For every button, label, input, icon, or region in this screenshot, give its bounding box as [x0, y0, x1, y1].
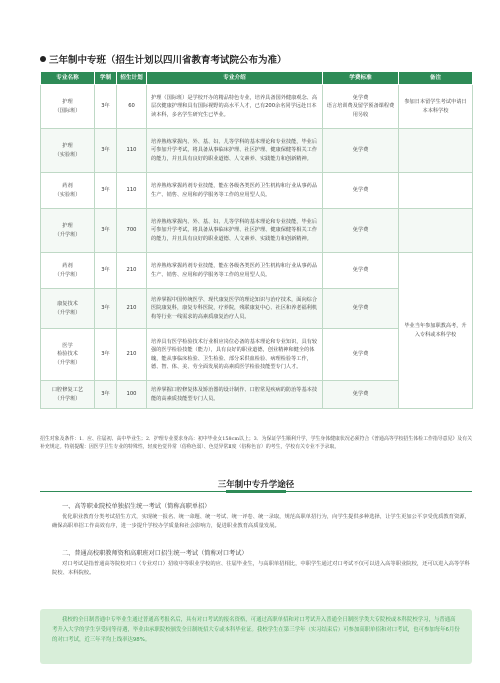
- table-row: [41, 209, 473, 253]
- table-header-row: [41, 72, 473, 85]
- path-section-title: 三年制中专升学途径: [217, 480, 295, 490]
- table-row: [41, 129, 473, 173]
- cell-years: 3年: [95, 329, 117, 381]
- cell-plan: 110: [117, 173, 147, 209]
- header-years: 学制: [95, 72, 117, 85]
- cell-major: 口腔修复工艺 （升学班）: [41, 381, 95, 409]
- cell-intro: 培养熟练掌握内、外、基、妇、儿等学科的基本理论和专业技能，毕业后可参加升学考试，将具备从事临床护理、社区护理、健康保健等相关工作的能力，并且具有良好的职业道德、人文素养、实践能力和创新精神。: [147, 129, 323, 173]
- cell-fee: 免学费: [323, 253, 399, 289]
- cell-intro: 培养熟练掌握药剂专业技能，能在各级各类医药卫生机构和行业从事药品生产、销售、应用和药学服务等工作的应用型人员。: [147, 253, 323, 289]
- path-1-body: 优化职业教育分类考试招生方式，实现统一报名、统一命题、统一考试、统一评卷、统一录取，规范高职单招行为，向学生提供多种选择，让学生更加公平享受优质教育资源，确保高职单招工作高效有序，进一步提升学校办学质量和社会影响力，促进职业教育高质量发展。: [52, 514, 470, 530]
- header-intro: 专业介绍: [147, 72, 323, 85]
- cell-years: 3年: [95, 289, 117, 329]
- cell-intro: 培养熟练掌握内、外、基、妇、儿等学科的基本理论和专业技能，毕业后可参加升学考试，将具备从事临床护理、社区护理、健康保健等相关工作的能力，并且具有良好的职业道德、人文素养、实践能力和创新精神。: [147, 209, 323, 253]
- cell-major: 护理 （国际班）: [41, 85, 95, 129]
- cell-major: 护理 （升学班）: [41, 209, 95, 253]
- header-note: 备注: [399, 72, 473, 85]
- header-fee: 学费标准: [323, 72, 399, 85]
- cell-fee: 免学费: [323, 289, 399, 329]
- cell-major: 护理 （实验班）: [41, 129, 95, 173]
- cell-plan: 700: [117, 209, 147, 253]
- cell-intro: 培养掌握口腔修复体及矫治器的设计制作、口腔常见疾病的防治等基本技能的高素质技能型专门人员。: [147, 381, 323, 409]
- cell-note: 毕业当年参加职教高考，升入专科或本科学校: [399, 253, 473, 409]
- cell-intro: 培养掌握中国传统医学、现代康复医学的理论知识与治疗技术，面向综合医院康复科，康复专科医院，疗养院，残联康复中心、社区和养老福利机构等行业一线需求的高素质康复治疗人员。: [147, 289, 323, 329]
- cell-plan: 100: [117, 381, 147, 409]
- cell-note-empty: [399, 173, 473, 209]
- cell-fee: 免学费: [323, 329, 399, 381]
- cell-fee: 免学费: [323, 173, 399, 209]
- path-2-title: 二、普通高校职教师资和高职班对口招生统一考试（简称对口考试）: [62, 550, 248, 557]
- cell-fee: 免学费: [323, 209, 399, 253]
- cell-plan: 210: [117, 289, 147, 329]
- cell-major: 康复技术 （升学班）: [41, 289, 95, 329]
- cell-note-empty: [399, 209, 473, 253]
- cell-major: 药剂 （升学班）: [41, 253, 95, 289]
- enrollment-footnote: 招生对象及条件：1．应、往届初、高中毕业生；2．护理专业要求身高：初中毕业女158cm以上；3．为保证学生顺利升学，学生身体健康状况必须符合《普通高等学校招生体检工作指导意见》及有关补充规定。特别提醒：因医学卫生专业的特殊性，轻度色觉异常（俗称色弱）、色觉异常Ⅱ度（俗称色盲）的考生，学校有关专业不予录取。: [40, 436, 472, 451]
- cell-years: 3年: [95, 173, 117, 209]
- table-row: [41, 253, 473, 289]
- cell-intro: 培养熟练掌握药剂专业技能，能在各级各类医药卫生机构和行业从事药品生产、销售、应用和药学服务等工作的应用型人员。: [147, 173, 323, 209]
- cell-years: 3年: [95, 129, 117, 173]
- cell-years: 3年: [95, 253, 117, 289]
- program-table: [40, 71, 473, 409]
- header-major: 专业名称: [41, 72, 95, 85]
- cell-plan: 60: [117, 85, 147, 129]
- cell-fee: 免学费: [323, 129, 399, 173]
- cell-plan: 210: [117, 253, 147, 289]
- cell-fee: 免学费: [323, 381, 399, 409]
- graduate-notice-box: 我校的全日制普通中专毕业生通过普通高考报名后，具有对口考试的报名资格，可通过高职单招和对口考试升入普通全日制医学类大专院校或本科院校学习，与普通高考升入大学的学生享受同等待遇，毕业由承职院校颁发全日制统招大专或本科毕业证。我校学生在第三学年（实习结束后）可参加高职单招和对口考试，也可参加每年6月份的对口考试，近三年平均上线率达98%。: [40, 609, 472, 664]
- table-row: [41, 173, 473, 209]
- cell-major: 药剂 （实验班）: [41, 173, 95, 209]
- cell-years: 3年: [95, 209, 117, 253]
- cell-intro: 护理（国际班）是学校开办的精品特色专业，培养具备国外健康观念、高层次健康护理和具有国际视野的高水平人才，已有200余名同学远赴日本读本科，多名学生研究生已毕业。: [147, 85, 323, 129]
- path-1-title: 一、高等职业院校单独招生统一考试（简称高职单招）: [62, 503, 211, 510]
- header-plan: 招生计划: [117, 72, 147, 85]
- section-title-text: 三年制中专班（招生计划以四川省教育考试院公布为准）: [49, 55, 287, 66]
- section-title: [40, 52, 287, 66]
- section-divider: [40, 491, 472, 492]
- cell-major: 医学 检验技术 （升学班）: [41, 329, 95, 381]
- cell-years: 3年: [95, 85, 117, 129]
- path-2-body: 对口考试是指普通高等院校对口（专业对口）招收中等职业学校的应、往届毕业生，与高职单招相比，中职学生通过对口考试不仅可以进入高等职业院校，还可以进入高等学科院校、本科院校。: [52, 561, 470, 577]
- cell-note: 参加日本留学生考试申请日本本科学校: [399, 85, 473, 129]
- bullet-icon: [40, 56, 46, 62]
- cell-intro: 培养具有医学检验技术行业相应岗位必备的基本理论和专业知识，具有较强的医学检验技能（能力），具有良好的职业道德，创业精神和健全的体魄，能从事临床检验、卫生检验、部分采供血检验、病理检验等工作，德、智、体、美、劳全面发展的高素质医学检验技能型专门人才。: [147, 329, 323, 381]
- cell-years: 3年: [95, 381, 117, 409]
- table-row: [41, 85, 473, 129]
- cell-plan: 110: [117, 129, 147, 173]
- cell-fee: 免学费 语言培训费及留学预备课程费用另收: [323, 85, 399, 129]
- cell-note-empty: [399, 129, 473, 173]
- cell-plan: 210: [117, 329, 147, 381]
